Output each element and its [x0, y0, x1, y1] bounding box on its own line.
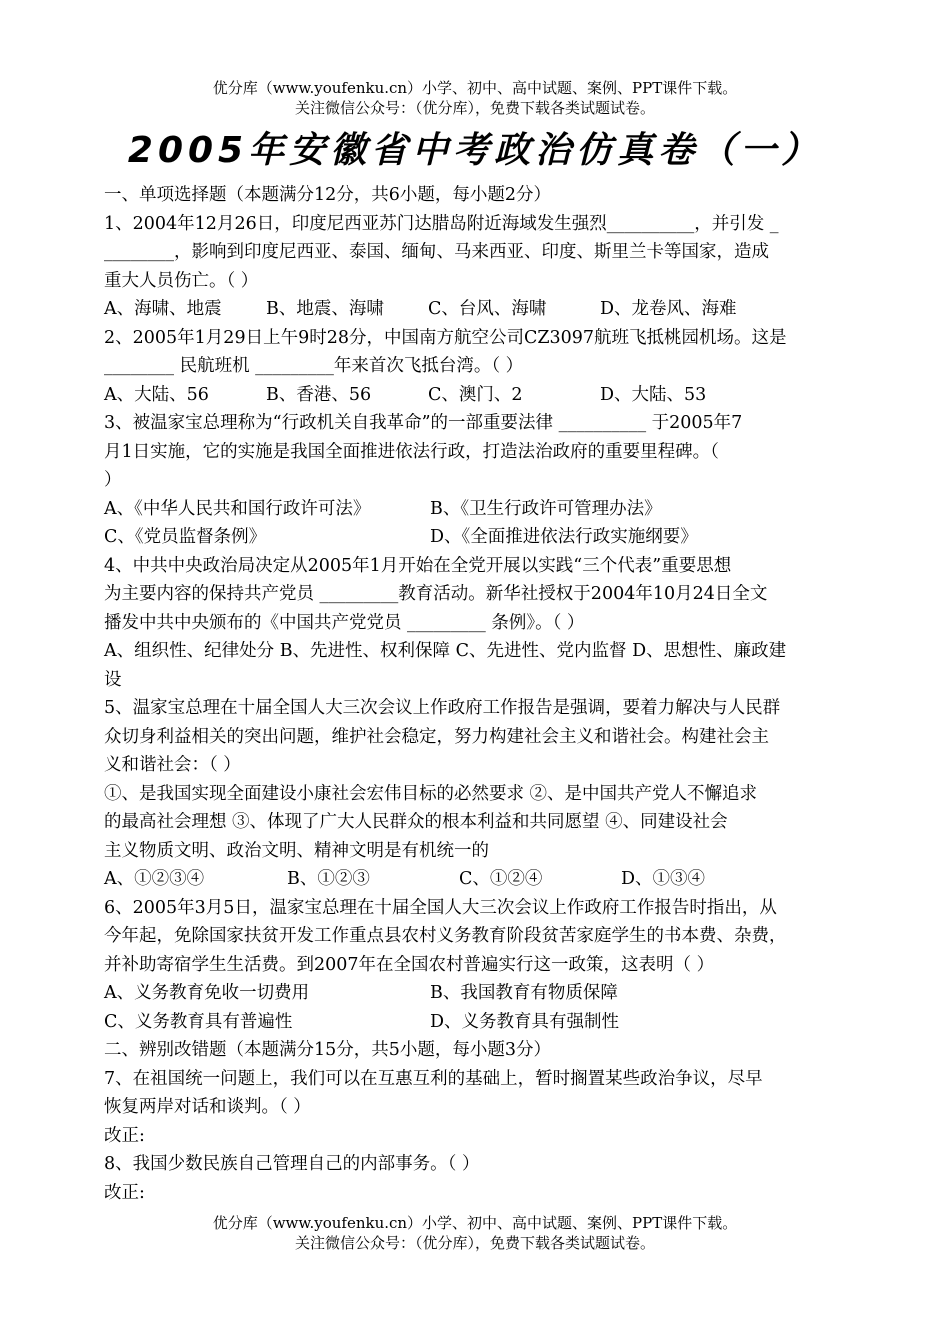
- question-text: ________ 民航班机 _________年来首次飞抵台湾。（ ）: [104, 356, 524, 376]
- question-1: [104, 210, 848, 324]
- header-line-2: 关注微信公众号：（优分库），免费下载各类试题试卷。: [294, 99, 655, 117]
- option-d: D、义务教育具有强制性: [430, 1011, 620, 1032]
- option-a: A、大陆、56: [104, 384, 209, 405]
- question-text: 2、2005年1月29日上午9时28分，中国南方航空公司CZ3097航班飞抵桃园机场。这是: [104, 327, 787, 348]
- correction-label: 改正:: [104, 1125, 145, 1146]
- answer-options: [104, 1008, 848, 1037]
- option-a: A、①②③④: [104, 869, 205, 889]
- option-b: B、①②③: [287, 869, 370, 889]
- answer-options: [104, 523, 848, 552]
- question-3: [104, 409, 848, 552]
- option-c: C、澳门、2: [428, 384, 523, 405]
- question-7: [104, 1065, 848, 1151]
- option-b: B、《卫生行政许可管理办法》: [430, 498, 662, 519]
- question-5: [104, 694, 848, 894]
- question-text: 今年起，免除国家扶贫开发工作重点县农村义务教育阶段贫苦家庭学生的书本费、杂费，: [104, 926, 787, 946]
- question-4: [104, 552, 848, 695]
- footer-line-2: 关注微信公众号：（优分库），免费下载各类试题试卷。: [294, 1234, 655, 1252]
- statement-text: 的最高社会理想 ③、体现了广大人民群众的根本利益和共同愿望 ④、同建设社会: [104, 812, 728, 832]
- question-text: 1、2004年12月26日，印度尼西亚苏门达腊岛附近海域发生强烈__________，并引发 _: [104, 213, 779, 234]
- option-a: A、《中华人民共和国行政许可法》: [104, 498, 371, 519]
- exam-body: [104, 181, 848, 1207]
- question-2: [104, 324, 848, 410]
- option-c: C、①②④: [459, 869, 543, 889]
- option-d: D、大陆、53: [600, 384, 707, 405]
- question-8: [104, 1150, 848, 1207]
- exam-title: 2005年安徽省中考政治仿真卷（一）: [127, 130, 823, 171]
- header-line-1: 优分库（www.youfenku.cn）小学、初中、高中试题、案例、PPT课件下载。: [212, 79, 738, 97]
- question-text: ________，影响到印度尼西亚、泰国、缅甸、马来西亚、印度、斯里兰卡等国家，造成: [104, 242, 769, 262]
- question-text: 月1日实施，它的实施是我国全面推进依法行政，打造法治政府的重要里程碑。（: [104, 441, 719, 462]
- option-c: C、《党员监督条例》: [104, 527, 267, 547]
- question-text: ）: [104, 470, 122, 490]
- option-b: B、我国教育有物质保障: [430, 983, 618, 1003]
- question-text: 5、温家宝总理在十届全国人大三次会议上作政府工作报告是强调，要着力解决与人民群: [104, 698, 781, 718]
- section-1-heading: 一、单项选择题（本题满分12分，共6小题，每小题2分）: [104, 185, 552, 205]
- footer-line-1: 优分库（www.youfenku.cn）小学、初中、高中试题、案例、PPT课件下载。: [212, 1214, 738, 1232]
- option-a: A、义务教育免收一切费用: [104, 983, 310, 1003]
- question-6: [104, 894, 848, 1037]
- answer-options: [104, 381, 848, 410]
- statement-text: ①、是我国实现全面建设小康社会宏伟目标的必然要求 ②、是中国共产党人不懈追求: [104, 783, 758, 804]
- question-text: 义和谐社会：（ ）: [104, 755, 241, 775]
- section-2-heading: 二、辨别改错题（本题满分15分，共5小题，每小题3分）: [104, 1040, 552, 1060]
- question-text: 并补助寄宿学生生活费。到2007年在全国农村普遍实行这一政策，这表明（ ）: [104, 954, 715, 975]
- question-text: 众切身利益相关的突出问题，维护社会稳定，努力构建社会主义和谐社会。构建社会主: [104, 726, 769, 747]
- question-text: 为主要内容的保持共产党员 _________教育活动。新华社授权于2004年10月24日全文: [104, 584, 768, 604]
- question-text: 4、中共中央政治局决定从2005年1月开始在全党开展以实践“三个代表”重要思想: [104, 555, 732, 576]
- answer-options: [104, 495, 848, 524]
- answer-options: A、组织性、纪律处分 B、先进性、权利保障 C、先进性、党内监督 D、思想性、廉政建: [104, 641, 787, 661]
- question-text: 8、我国少数民族自己管理自己的内部事务。（ ）: [104, 1154, 480, 1174]
- answer-options-continued: 设: [104, 669, 122, 690]
- question-text: 3、被温家宝总理称为“行政机关自我革命”的一部重要法律 __________ 于2005年7: [104, 413, 743, 433]
- question-text: 7、在祖国统一问题上，我们可以在互惠互利的基础上，暂时搁置某些政治争议，尽早: [104, 1068, 763, 1089]
- option-c: C、义务教育具有普遍性: [104, 1011, 293, 1032]
- question-text: 播发中共中央颁布的《中国共产党党员 _________ 条例》。（ ）: [104, 612, 585, 633]
- option-c: C、台风、海啸: [428, 299, 547, 319]
- option-d: D、龙卷风、海难: [600, 299, 737, 319]
- option-b: B、香港、56: [266, 384, 372, 405]
- option-b: B、地震、海啸: [266, 299, 384, 319]
- option-d: D、《全面推进依法行政实施纲要》: [430, 527, 698, 547]
- option-a: A、海啸、地震: [104, 299, 222, 319]
- question-text: 恢复两岸对话和谈判。（ ）: [104, 1097, 311, 1117]
- question-text: 重大人员伤亡。（ ）: [104, 270, 259, 291]
- answer-options: [104, 865, 848, 894]
- answer-options: [104, 295, 848, 324]
- option-d: D、①③④: [621, 869, 706, 889]
- correction-label: 改正:: [104, 1182, 145, 1203]
- question-text: 6、2005年3月5日，温家宝总理在十届全国人大三次会议上作政府工作报告时指出，从: [104, 897, 777, 918]
- answer-options: [104, 979, 848, 1008]
- statement-text: 主义物质文明、政治文明、精神文明是有机统一的: [104, 840, 489, 861]
